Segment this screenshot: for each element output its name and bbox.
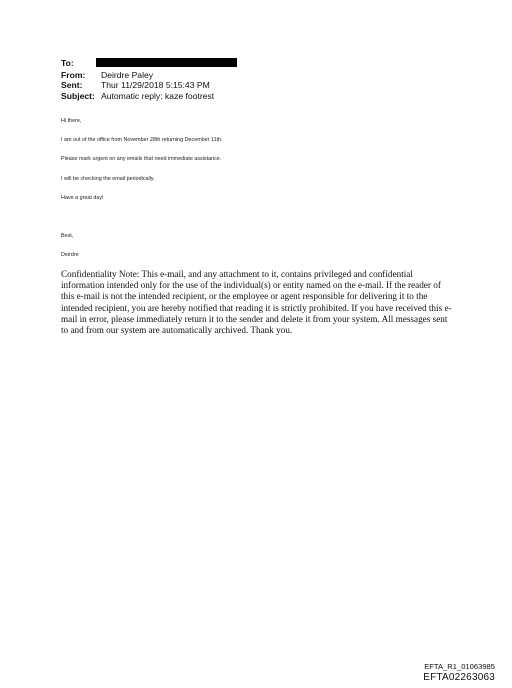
sent-value: Thur 11/29/2018 5:15:43 PM [101, 80, 210, 91]
greeting: Hi there, [61, 118, 82, 124]
body-line: Please mark urgent on any emails that need immediate assistance. [61, 156, 222, 162]
from-value: Deirdre Paley [101, 69, 154, 80]
to-row [61, 58, 237, 70]
confidentiality-text: Confidentiality Note: This e-mail, and any attachment to it, contains privileged and confidential information intended only for the use of the individual(s) or entity named on the e-mail. If the reader of this e-mail is not the intended recipient, or the employee or agent responsible for delivering it to the intended recipient, you are hereby notified that reading it is strictly prohibited. If you have received this e-mail in error, please immediately return it to the sender and delete it from your system. All messages sent to and from our system are automatically archived. Thank you. [61, 269, 452, 336]
from-label: From: [61, 69, 86, 80]
body-line: Have a great day! [61, 195, 104, 201]
email-header [61, 58, 237, 101]
subject-label: Subject: [61, 90, 95, 101]
document-reference-2: EFTA02263063 [423, 672, 495, 683]
to-value [101, 58, 237, 70]
body-line: I will be checking the email periodically. [61, 176, 155, 182]
subject-row [61, 91, 237, 102]
signoff: Best, [61, 233, 74, 239]
sent-label: Sent: [61, 80, 83, 91]
subject-value: Automatic reply: kaze footrest [101, 90, 215, 101]
signature-name: Deirdre [61, 252, 79, 258]
document-reference-1: EFTA_R1_01063985 [424, 662, 495, 671]
redaction-bar [96, 58, 237, 67]
sent-row [61, 80, 237, 91]
confidentiality-note [61, 269, 455, 336]
from-row [61, 70, 237, 81]
to-label: To: [61, 58, 74, 68]
body-line: I am out of the office from November 28th returning December 11th. [61, 137, 223, 143]
